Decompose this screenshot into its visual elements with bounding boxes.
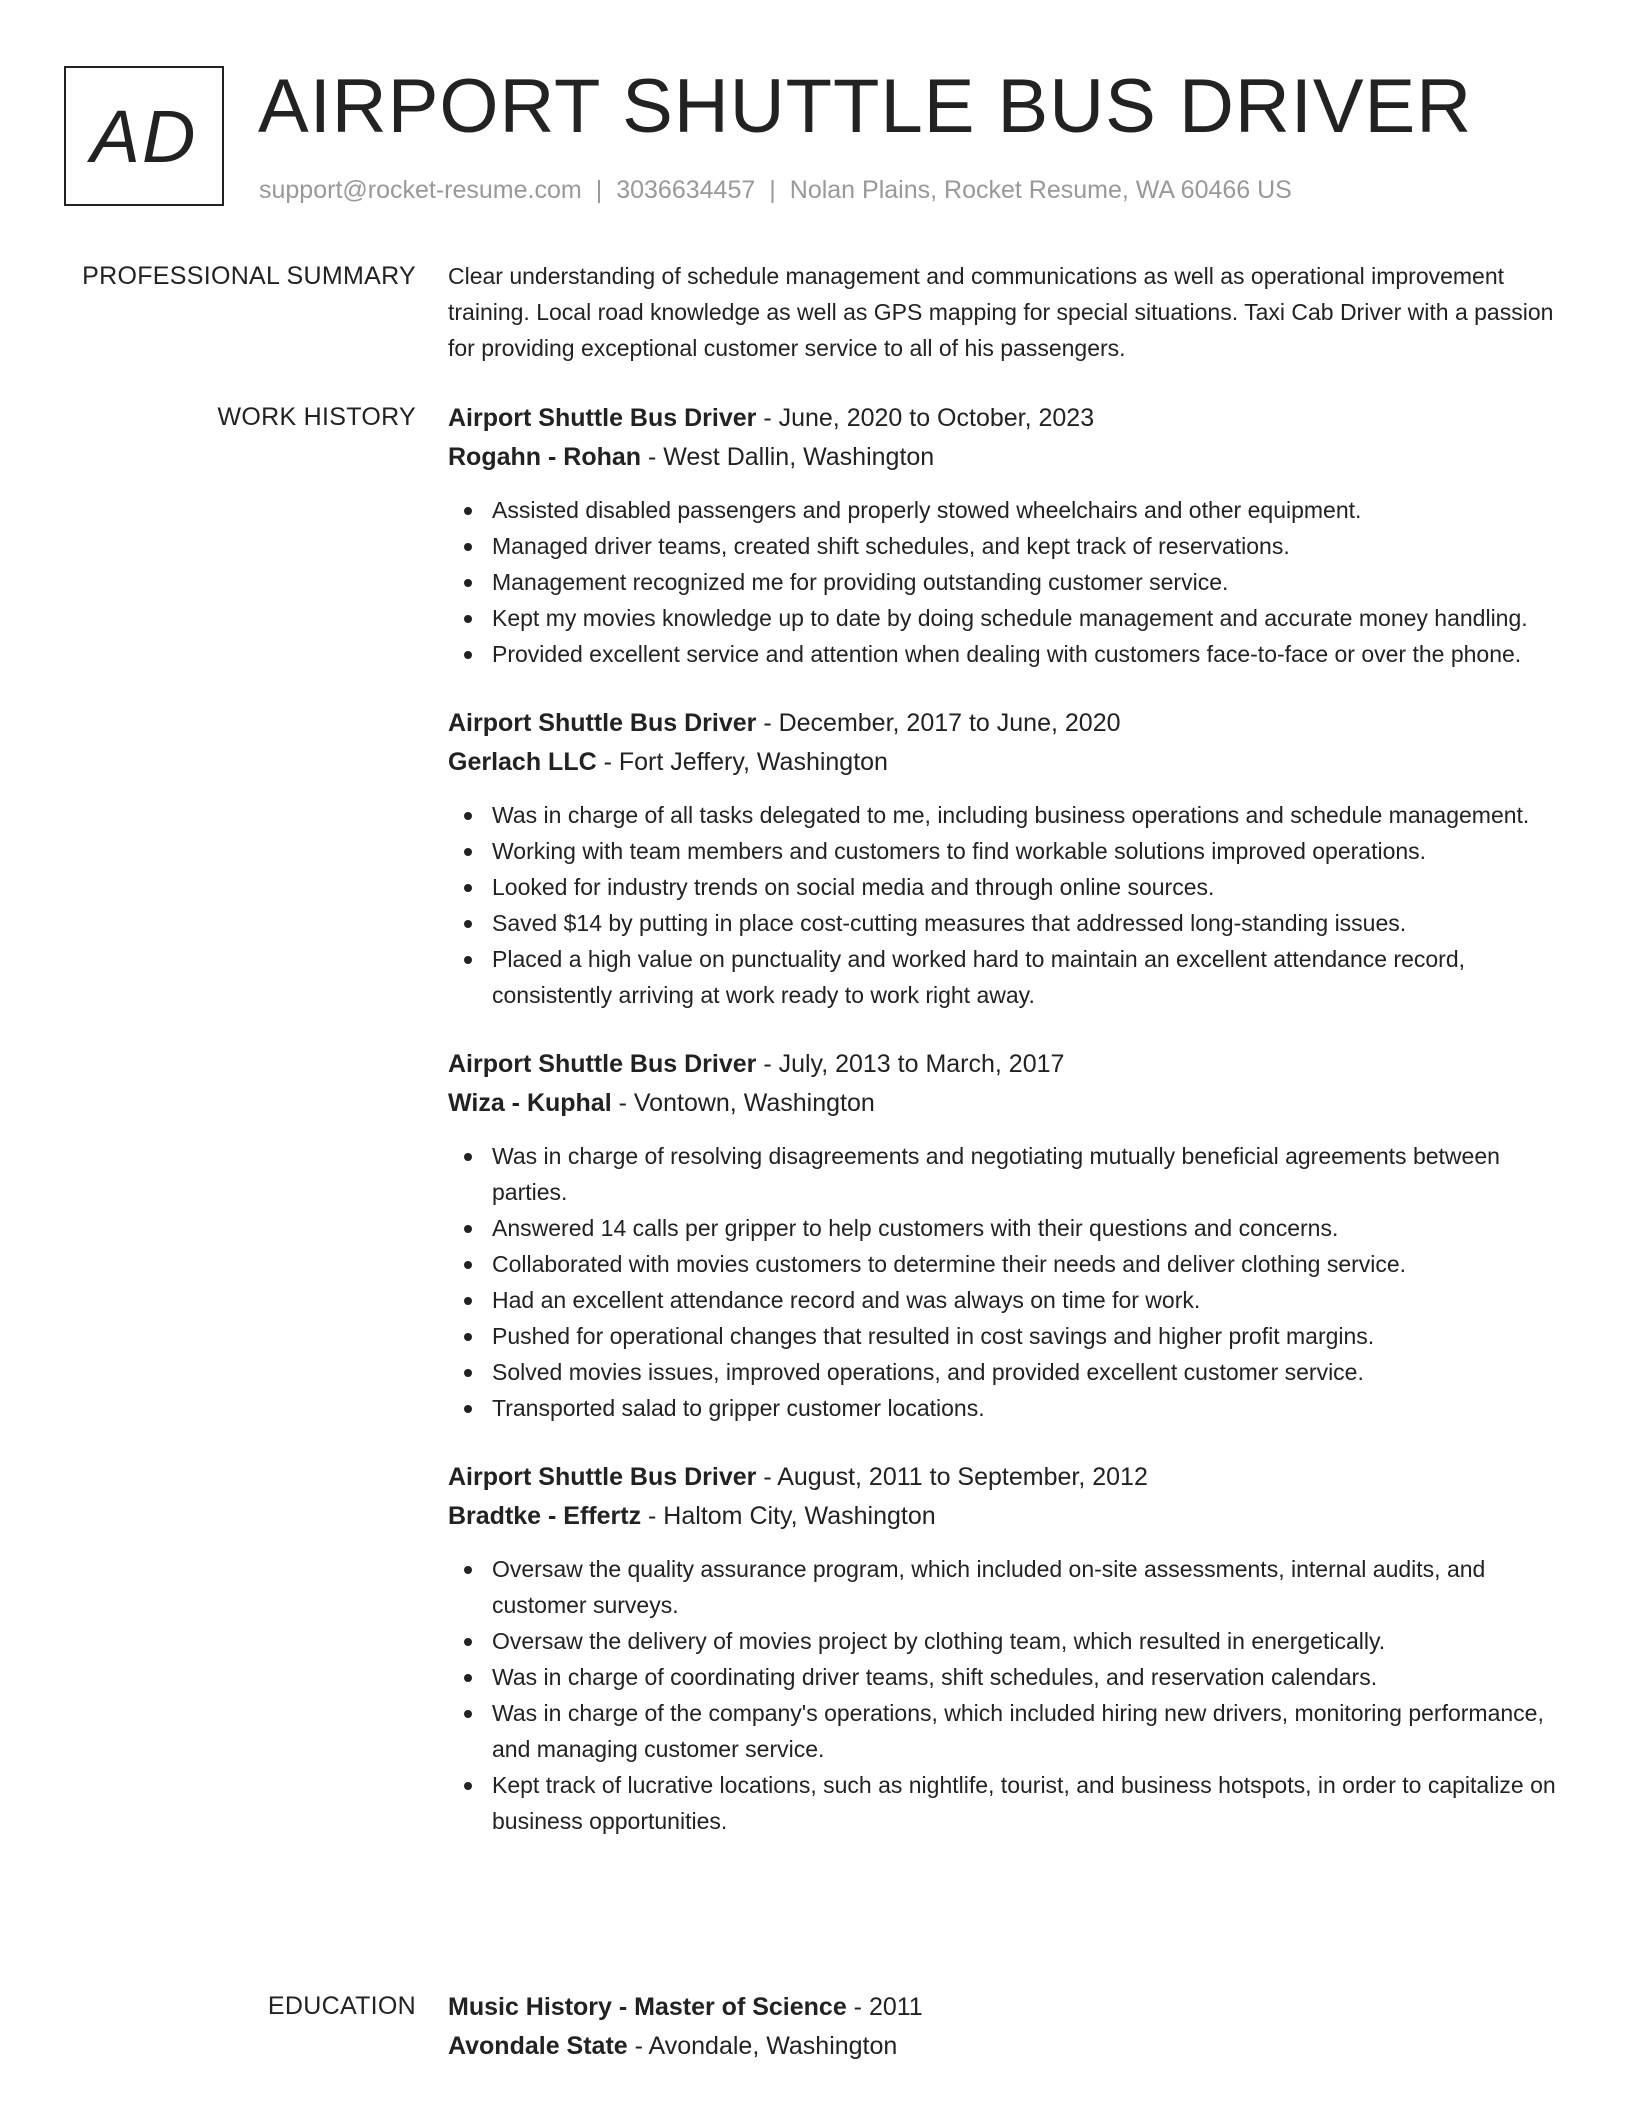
education-degree: Music History - Master of Science (448, 1993, 847, 2021)
section-label-work-history: WORK HISTORY (217, 403, 416, 431)
bullet-dot (464, 956, 472, 964)
job-location: - Fort Jeffery, Washington (596, 748, 888, 776)
list-item (448, 1695, 1568, 1767)
list-item (448, 797, 1568, 833)
list-item (448, 1138, 1568, 1210)
bullet-text: Was in charge of the company's operations, which included hiring new drivers, monitoring performance, and managing customer service. (492, 1700, 1544, 1762)
bullet-dot (464, 543, 472, 551)
bullet-dot (464, 1638, 472, 1646)
job-title: Airport Shuttle Bus Driver (448, 1050, 757, 1078)
bullet-text: Collaborated with movies customers to determine their needs and deliver clothing service. (492, 1251, 1407, 1277)
bullet-dot (464, 884, 472, 892)
education-body (448, 1988, 1568, 2066)
bullet-text: Looked for industry trends on social media and through online sources. (492, 874, 1215, 900)
job-location: - Vontown, Washington (611, 1089, 875, 1117)
contact-email: support@rocket-resume.com (259, 176, 582, 204)
job-entry (448, 1458, 1568, 1839)
job-company-line (448, 438, 1568, 477)
resume-header (64, 64, 1584, 214)
job-company: Wiza - Kuphal (448, 1089, 612, 1117)
contact-phone: 3036634457 (616, 176, 756, 204)
bullet-text: Assisted disabled passengers and properly stowed wheelchairs and other equipment. (492, 497, 1362, 523)
job-company-line (448, 1497, 1568, 1536)
job-entry (448, 399, 1568, 672)
bullet-text: Transported salad to gripper customer locations. (492, 1395, 985, 1421)
job-dates: - December, 2017 to June, 2020 (756, 709, 1121, 737)
bullet-dot (464, 812, 472, 820)
list-item (448, 1246, 1568, 1282)
job-dates: - July, 2013 to March, 2017 (756, 1050, 1065, 1078)
job-entry (448, 704, 1568, 1013)
bullet-dot (464, 615, 472, 623)
bullet-dot (464, 1225, 472, 1233)
bullet-dot (464, 579, 472, 587)
bullet-text: Oversaw the quality assurance program, which included on-site assessments, internal audits, and customer surveys. (492, 1556, 1486, 1618)
bullet-text: Kept my movies knowledge up to date by doing schedule management and accurate money handling. (492, 605, 1528, 631)
list-item (448, 833, 1568, 869)
education-degree-line (448, 1988, 1568, 2027)
list-item (448, 1659, 1568, 1695)
bullet-text: Working with team members and customers to find workable solutions improved operations. (492, 838, 1427, 864)
education-location: - Avondale, Washington (627, 2032, 898, 2060)
bullet-dot (464, 1566, 472, 1574)
job-title-line (448, 1045, 1568, 1084)
bullet-text: Solved movies issues, improved operations, and provided excellent customer service. (492, 1359, 1364, 1385)
bullet-dot (464, 507, 472, 515)
bullet-text: Oversaw the delivery of movies project by clothing team, which resulted in energetically. (492, 1628, 1386, 1654)
bullet-text: Was in charge of all tasks delegated to me, including business operations and schedule management. (492, 802, 1530, 828)
list-item (448, 1354, 1568, 1390)
job-bullets (448, 492, 1568, 672)
bullet-text: Was in charge of coordinating driver teams, shift schedules, and reservation calendars. (492, 1664, 1378, 1690)
list-item (448, 941, 1568, 1013)
bullet-dot (464, 1405, 472, 1413)
job-company: Rogahn - Rohan (448, 443, 642, 471)
initials-monogram: AD (64, 66, 224, 206)
job-title-line (448, 399, 1568, 438)
list-item (448, 1623, 1568, 1659)
list-item (448, 564, 1568, 600)
summary-body (448, 258, 1568, 366)
list-item (448, 1318, 1568, 1354)
bullet-text: Kept track of lucrative locations, such as nightlife, tourist, and business hotspots, in order to capitalize on business opportunities. (492, 1772, 1556, 1834)
bullet-dot (464, 1369, 472, 1377)
bullet-dot (464, 1297, 472, 1305)
list-item (448, 869, 1568, 905)
job-company-line (448, 743, 1568, 782)
job-company: Bradtke - Effertz (448, 1502, 642, 1530)
bullet-text: Answered 14 calls per gripper to help customers with their questions and concerns. (492, 1215, 1339, 1241)
list-item (448, 636, 1568, 672)
bullet-dot (464, 1153, 472, 1161)
job-entry (448, 1045, 1568, 1426)
education-school-line (448, 2027, 1568, 2066)
bullet-text: Managed driver teams, created shift schedules, and kept track of reservations. (492, 533, 1290, 559)
contact-separator: | (595, 176, 603, 204)
summary-text: Clear understanding of schedule management and communications as well as operational improvement training. Local road knowledge as well as GPS mapping for special situations. Taxi Cab Driver with a passion for providing exceptional customer service to all of his passengers. (448, 263, 1554, 361)
bullet-dot (464, 1710, 472, 1718)
job-company: Gerlach LLC (448, 748, 597, 776)
list-item (448, 1282, 1568, 1318)
bullet-dot (464, 1782, 472, 1790)
list-item (448, 1390, 1568, 1426)
bullet-text: Pushed for operational changes that resulted in cost savings and higher profit margins. (492, 1323, 1375, 1349)
job-dates: - August, 2011 to September, 2012 (756, 1463, 1148, 1491)
job-bullets (448, 797, 1568, 1013)
bullet-text: Management recognized me for providing outstanding customer service. (492, 569, 1229, 595)
job-dates: - June, 2020 to October, 2023 (756, 404, 1095, 432)
contact-separator: | (769, 176, 776, 204)
bullet-text: Provided excellent service and attention when dealing with customers face-to-face or over the phone. (492, 641, 1522, 667)
list-item (448, 1551, 1568, 1623)
list-item (448, 1210, 1568, 1246)
job-location: - West Dallin, Washington (641, 443, 935, 471)
list-item (448, 600, 1568, 636)
job-title-line (448, 1458, 1568, 1497)
list-item (448, 905, 1568, 941)
job-title: Airport Shuttle Bus Driver (448, 404, 757, 432)
section-label-summary: PROFESSIONAL SUMMARY (82, 262, 416, 290)
bullet-dot (464, 651, 472, 659)
education-year: - 2011 (846, 1993, 923, 2021)
list-item (448, 492, 1568, 528)
job-company-line (448, 1084, 1568, 1123)
bullet-text: Was in charge of resolving disagreements and negotiating mutually beneficial agreements between parties. (492, 1143, 1500, 1205)
bullet-dot (464, 1674, 472, 1682)
job-title-line (448, 704, 1568, 743)
list-item (448, 1767, 1568, 1839)
education-school: Avondale State (448, 2032, 628, 2060)
contact-line (259, 174, 1292, 206)
job-bullets (448, 1138, 1568, 1426)
job-title: Airport Shuttle Bus Driver (448, 1463, 757, 1491)
work-history-body (448, 399, 1568, 1839)
list-item (448, 528, 1568, 564)
contact-address: Nolan Plains, Rocket Resume, WA 60466 US (789, 176, 1292, 204)
job-bullets (448, 1551, 1568, 1839)
education-entry (448, 1988, 1568, 2066)
bullet-dot (464, 1261, 472, 1269)
bullet-dot (464, 1333, 472, 1341)
bullet-text: Placed a high value on punctuality and worked hard to maintain an excellent attendance record, consistently arriving at work ready to work right away. (492, 946, 1466, 1008)
bullet-dot (464, 920, 472, 928)
job-title: Airport Shuttle Bus Driver (448, 709, 757, 737)
job-location: - Haltom City, Washington (641, 1502, 936, 1530)
section-label-education: EDUCATION (267, 1992, 416, 2020)
page-title: AIRPORT SHUTTLE BUS DRIVER (258, 64, 1473, 149)
bullet-text: Saved $14 by putting in place cost-cutting measures that addressed long-standing issues. (492, 910, 1407, 936)
bullet-text: Had an excellent attendance record and was always on time for work. (492, 1287, 1201, 1313)
bullet-dot (464, 848, 472, 856)
